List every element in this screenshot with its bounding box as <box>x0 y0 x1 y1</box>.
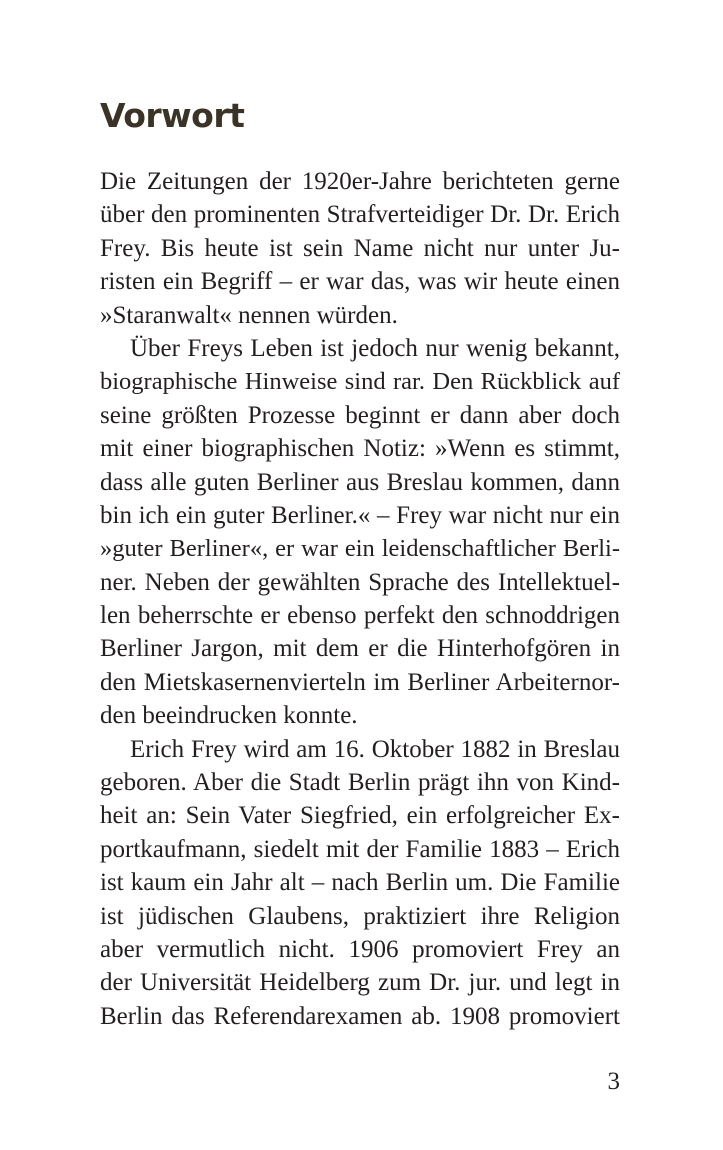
text-line: heit an: Sein Vater Siegfried, ein erfolgreicher Ex- <box>100 802 620 830</box>
text-line: »guter Berliner«, er war ein leidenschaftlicher Berli- <box>100 535 620 563</box>
text-line: Berlin das Referendarexamen ab. 1908 promoviert <box>100 1002 620 1030</box>
text-line: Über Freys Leben ist jedoch nur wenig bekannt, <box>130 334 620 362</box>
text-line: Erich Frey wird am 16. Oktober 1882 in Breslau <box>130 735 620 763</box>
text-line: Berliner Jargon, mit dem er die Hinterhofgören in <box>100 635 620 663</box>
text-line: len beherrschte er ebenso perfekt den schnoddrigen <box>100 602 620 630</box>
text-line: seine größten Prozesse beginnt er dann aber doch <box>100 401 620 429</box>
text-line: bin ich ein guter Berliner.« – Frey war nicht nur ein <box>100 501 620 529</box>
text-line: über den prominenten Strafverteidiger Dr. Dr. Erich <box>100 201 620 229</box>
text-line: geboren. Aber die Stadt Berlin prägt ihn von Kind- <box>100 769 620 797</box>
text-line: biographische Hinweise sind rar. Den Rückblick auf <box>100 368 620 396</box>
text-line: der Universität Heidelberg zum Dr. jur. und legt in <box>100 969 620 997</box>
body-text <box>100 165 620 1033</box>
text-line: portkaufmann, siedelt mit der Familie 1883 – Erich <box>100 835 620 863</box>
text-line: risten ein Begriff – er war das, was wir heute einen <box>100 268 620 296</box>
text-line: Frey. Bis heute ist sein Name nicht nur unter Ju- <box>100 234 620 262</box>
paragraph <box>100 165 620 332</box>
text-line: Die Zeitungen der 1920er-Jahre berichteten gerne <box>100 168 620 195</box>
page-number: 3 <box>607 1068 620 1095</box>
text-line: dass alle guten Berliner aus Breslau kommen, dann <box>100 468 620 496</box>
text-line: den beeindrucken konnte. <box>100 702 358 730</box>
text-line: den Mietskasernenvierteln im Berliner Arbeiternor- <box>100 668 620 696</box>
text-line: »Staranwalt« nennen würden. <box>100 301 398 329</box>
text-line: mit einer biographischen Notiz: »Wenn es stimmt, <box>100 435 620 463</box>
chapter-heading: Vorwort <box>100 96 245 135</box>
text-line: ist jüdischen Glaubens, praktiziert ihre Religion <box>100 902 620 930</box>
text-line: ner. Neben der gewählten Sprache des Intellektuel- <box>100 568 620 596</box>
text-line: ist kaum ein Jahr alt – nach Berlin um. Die Familie <box>100 869 620 897</box>
paragraph <box>100 332 620 733</box>
paragraph <box>100 733 620 1034</box>
text-line: aber vermutlich nicht. 1906 promoviert Frey an <box>100 935 620 963</box>
